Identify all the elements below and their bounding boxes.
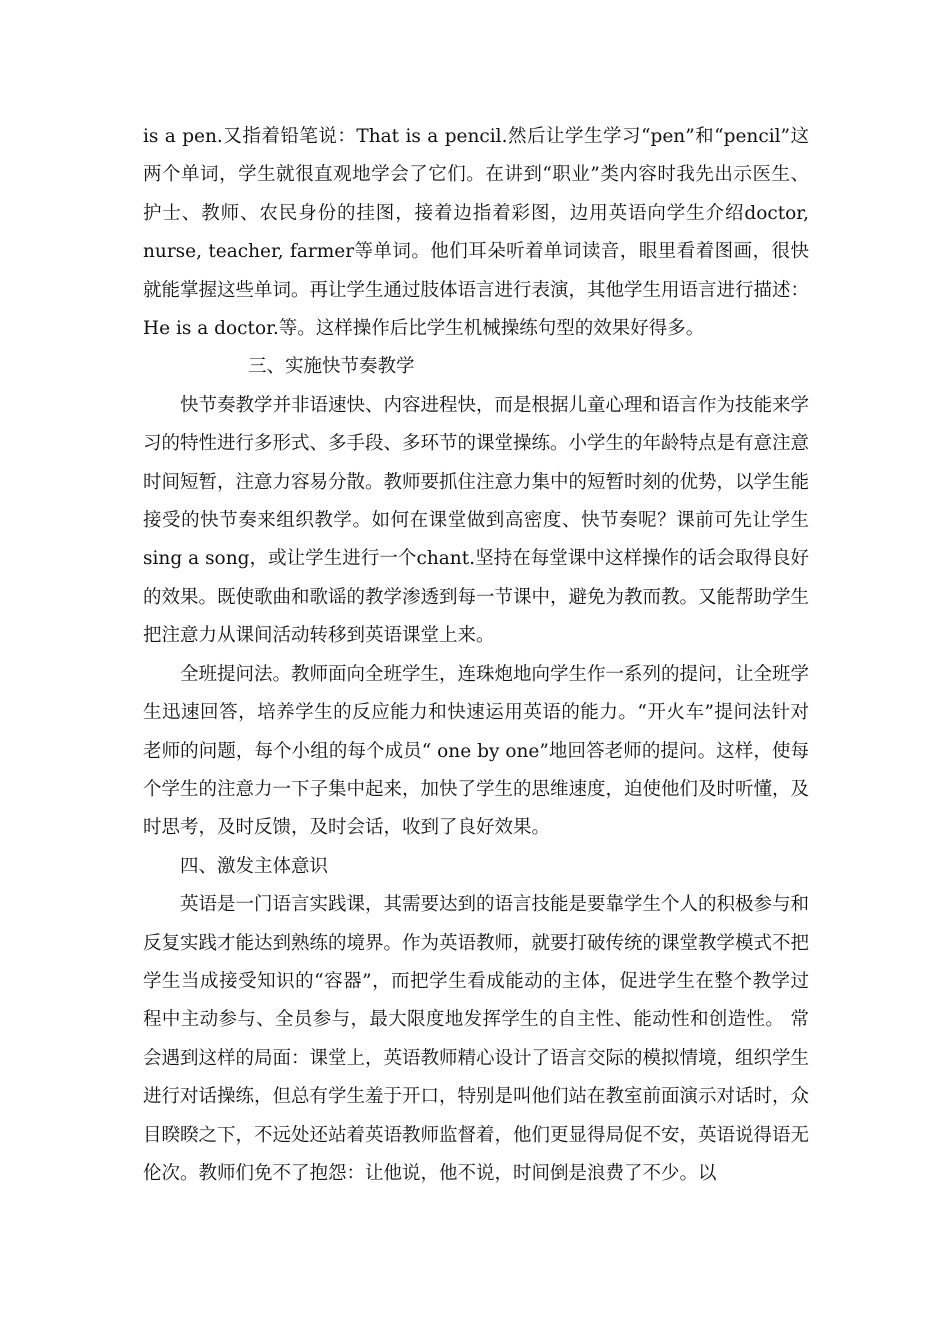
section-heading-3: 三、实施快节奏教学 xyxy=(248,356,415,378)
paragraph-class-questioning: 全班提问法。教师面向全班学生，连珠炮地向学生作一系列的提问，让全班学生迅速回答，培养学生的反应能力和快速运用英语的能力。“开火车”提问法针对老师的问题，每个小组的每个成员“ one by one”地回答老师的提问。这样，使每个学生的注意力一下子集中起来，加快了学生的思维速度，迫使他们及时听懂，及时思考，及时反馈，及时会话，收到了良好效果。 xyxy=(143,663,810,839)
section-heading-4: 四、激发主体意识 xyxy=(180,855,329,877)
paragraph-subject-awareness: 英语是一门语言实践课，其需要达到的语言技能是要靠学生个人的积极参与和反复实践才能达到熟练的境界。作为英语教师，就要打破传统的课堂教学模式不把学生当成接受知识的“容器”，而把学生看成能动的主体，促进学生在整个教学过程中主动参与、全员参与，最大限度地发挥学生的自主性、能动性和创造性。 常会遇到这样的局面：课堂上，英语教师精心设计了语言交际的模拟情境，组织学生进行对话操练，但总有学生羞于开口，特别是叫他们站在教室前面演示对话时，众目睽睽之下，不远处还站着英语教师监督着，他们更显得局促不安，英语说得语无伦次。教师们免不了抱怨：让他说，他不说，时间倒是浪费了不少。以 xyxy=(143,894,810,1184)
document-page xyxy=(143,118,809,1193)
paragraph-fast-pace: 快节奏教学并非语速快、内容进程快，而是根据儿童心理和语言作为技能来学习的特性进行多形式、多手段、多环节的课堂操练。小学生的年龄特点是有意注意时间短暂，注意力容易分散。教师要抓住注意力集中的短暂时刻的优势，以学生能接受的快节奏来组织教学。如何在课堂做到高密度、快节奏呢？课前可先让学生sing a song，或让学生进行一个chant.坚持在每堂课中这样操作的话会取得良好的效果。既使歌曲和歌谣的教学渗透到每一节课中，避免为教而教。又能帮助学生把注意力从课间活动转移到英语课堂上来。 xyxy=(143,394,810,647)
paragraph-intro-continuation: is a pen.又指着铅笔说：That is a pencil.然后让学生学习“pen”和“pencil”这两个单词，学生就很直观地学会了它们。在讲到“职业”类内容时我先出示医生、护士、教师、农民身份的挂图，接着边指着彩图，边用英语向学生介绍doctor, nurse, teacher, farmer等单词。他们耳朵听着单词读音，眼里看着图画，很快就能掌握这些单词。再让学生通过肢体语言进行表演，其他学生用语言进行描述：He is a doctor.等。这样操作后比学生机械操练句型的效果好得多。 xyxy=(143,126,810,340)
